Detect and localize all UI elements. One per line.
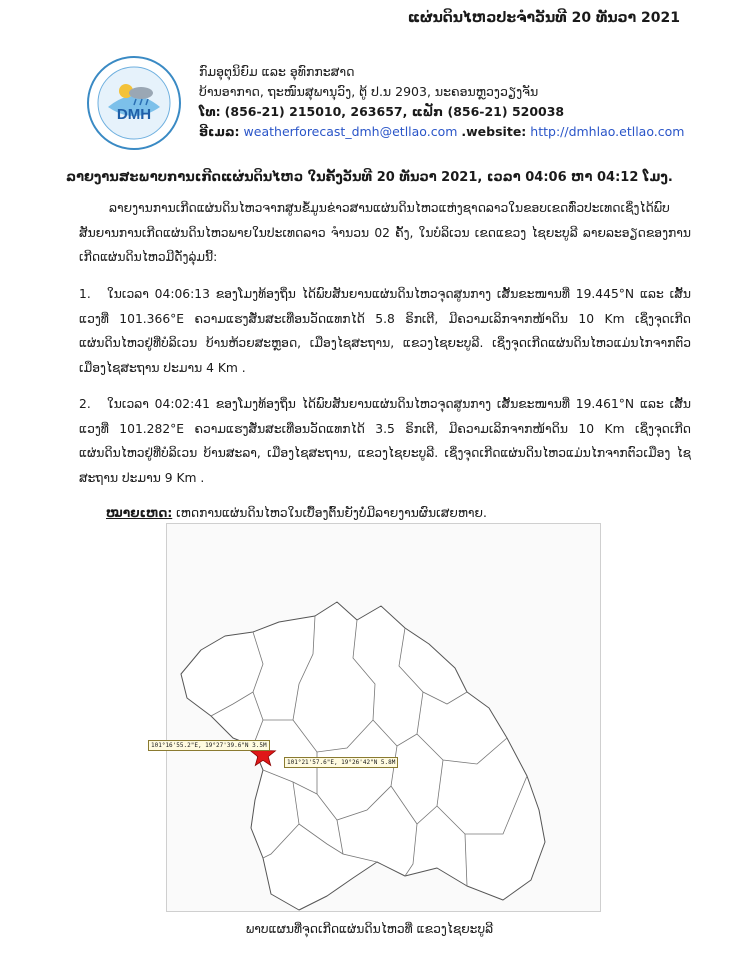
report-item-2 [79,392,691,490]
item-text: ໃນເວລາ 04:02:41 ຂອງໂມງທ້ອງຖິ່ນ ໄດ້ພົບສັນຍານແຜ່ນດິນໄຫວຈຸດສູນກາງ ເສັ້ນຂະໜານທີ່ 19.461°N ແລະ ເສັ້ນແວງທີ່ 101.282°E ຄວາມແຮງສັ່ນສະເທືອນວັດແທກໄດ້ 3.5 ຣິກເຕີ, ມີຄວາມເລິກຈາກໜ້າດິນ 10 Km ເຊິ່ງຈຸດເກີດແຜ່ນດິນໄຫວຢູ່ທີ່ບໍລິເວນ ບ້ານສະລາ, ເມືອງໄຊສະຖານ, ແຂວງໄຊຍະບູລີ. ເຊິ່ງຈຸດເກີດແຜ່ນດິນໄຫວແມ່ນໄກຈາກຕົວເມືອງ ໄຊສະຖານ ປະມານ 9 Km . [79,397,691,485]
website-link[interactable]: http://dmhlao.etllao.com [530,124,685,139]
report-item-1 [79,282,691,380]
province-outline [181,602,545,910]
map-caption: ພາບແຜນທີ່ຈຸດເກີດແຜ່ນດິນໄຫວທີ່ ແຂວງໄຊຍະບູລີ [245,922,494,936]
epicenter-label-5-8m: 101°21'57.6"E, 19°26'42"N 5.8M [284,757,398,768]
email-label: ອີເມລ: [199,124,240,139]
document-header-title: ແຜ່ນດິນໄຫວປະຈຳວັນທີ 20 ທັນວາ 2021 [407,10,680,26]
email-link[interactable]: weatherforecast_dmh@etllao.com [243,124,458,139]
organization-info [199,62,684,142]
tel-label: ໂທ: [199,104,221,119]
item-text: ໃນເວລາ 04:06:13 ຂອງໂມງທ້ອງຖິ່ນ ໄດ້ພົບສັນຍານແຜ່ນດິນໄຫວຈຸດສູນກາງ ເສັ້ນຂະໜານທີ່ 19.445°N ແລະ ເສັ້ນແວງທີ່ 101.366°E ຄວາມແຮງສັ່ນສະເທືອນວັດແທກໄດ້ 5.8 ຣິກເຕີ, ມີຄວາມເລິກຈາກໜ້າດິນ 10 Km ເຊິ່ງຈຸດເກີດແຜ່ນດິນໄຫວຢູ່ທີ່ບໍລິເວນ ບ້ານຫ້ວຍສະຫຼອດ, ເມືອງໄຊສະຖານ, ແຂວງໄຊຍະບູລີ. ເຊິ່ງຈຸດເກີດແຜ່ນດິນໄຫວແມ່ນໄກຈາກຕົວເມືອງໄຊສະຖານ ປະມານ 4 Km . [79,287,691,375]
note-text: ເຫດການແຜ່ນດິນໄຫວໃນເບື້ອງຕົ້ນຍັງບໍ່ມີລາຍງານຜົນເສຍຫາຍ. [176,506,487,520]
report-title: ລາຍງານສະພາບການເກີດແຜ່ນດິນໄຫວ ໃນຄັ້ງວັນທີ 20 ທັນວາ 2021, ເວລາ 04:06 ຫາ 04:12 ໂມງ. [66,170,673,185]
report-intro: ລາຍງານການເກີດແຜ່ນດິນໄຫວຈາກສູນຂໍ້ມູນຂ່າວສານແຜ່ນດິນໄຫວແຫ່ງຊາດລາວໃນຂອບເຂດທົ່ວປະເທດເຊິ່ງໄດ້ພົບສັນຍານການເກີດແຜ່ນດິນໄຫວພາຍໃນປະເທດລາວ ຈຳນວນ 02 ຄັ້ງ, ໃນບໍລິເວນ ເຂດແຂວງ ໄຊຍະບູລີ ລາຍລະອຽດຂອງການເກີດແຜ່ນດິນໄຫວມີດັ່ງລຸ່ມນີ້: [79,201,691,264]
earthquake-map [151,523,601,912]
province-map [167,524,600,911]
item-number: 1. [79,287,91,301]
logo-text: DMH [116,106,152,123]
epicenter-label-3-5m: 101°16'55.2"E, 19°27'39.6"N 3.5M [148,740,270,751]
dmh-logo [86,55,182,151]
organization-name: ກົມອຸຕຸນິຍົມ ແລະ ອຸທົກກະສາດ [199,64,355,79]
website-label: .website: [461,124,527,139]
tel-value: (856-21) 215010, 263657, ແຟັກ (856-21) 520038 [224,104,565,119]
organization-address: ບ້ານອາກາດ, ຖະໜົນສຸພານຸວົງ, ຕູ້ ປ.ນ 2903, ນະຄອນຫຼວງວຽງຈັນ [199,84,539,99]
note-label: ໝາຍເຫດ: [106,506,173,520]
report-note [106,506,487,520]
item-number: 2. [79,397,91,411]
